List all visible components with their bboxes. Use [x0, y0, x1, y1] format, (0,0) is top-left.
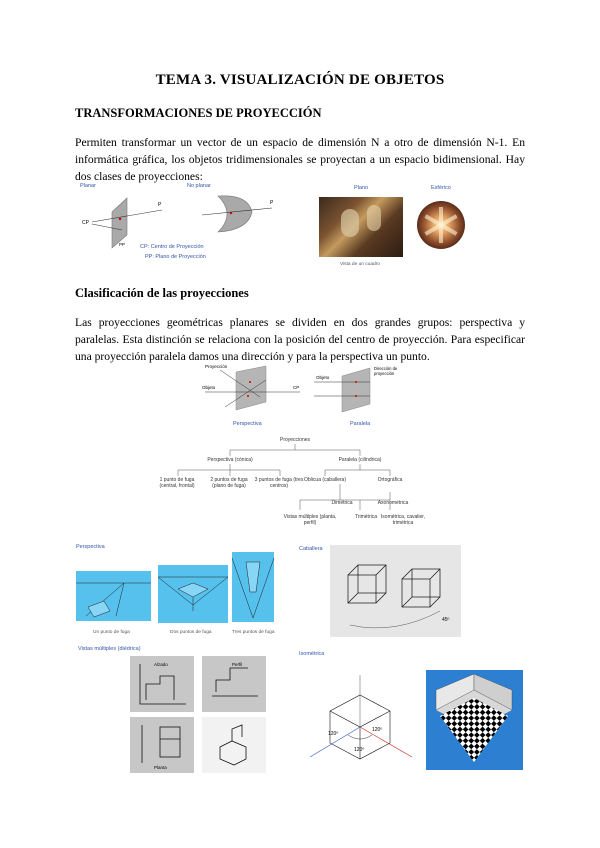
- tree-axonometric: Axonométrica: [377, 500, 409, 506]
- planar-diagram: [82, 190, 182, 250]
- parallel-diagram: [312, 362, 402, 417]
- tree-root: Proyecciones: [279, 437, 310, 443]
- cavalier-angle-label: 45º: [442, 617, 450, 623]
- iso-angle-c: 120º: [354, 747, 365, 753]
- svg-text:Objeto: Objeto: [316, 375, 330, 380]
- tree-oblique: Oblicua (caballera): [304, 477, 346, 483]
- tree-multiview: Vistas múltiples (planta, perfil): [283, 514, 337, 526]
- svg-text:PP: PP: [119, 242, 126, 247]
- tree-two-point: 2 puntos de fuga (plano de fuga): [210, 477, 248, 489]
- classification-paragraph: Las proyecciones geométricas planares se dividen en dos grandes grupos: perspectiva y paralelas. Esta distinción se relaciona con la posición del centro de proyección. Para especificar una proyección paralela damos una dirección y para la perspectiva un punto.: [75, 316, 525, 363]
- isometric-diagram: [300, 665, 420, 775]
- svg-text:CP: CP: [293, 385, 300, 390]
- tree-parallel: Paralela (cilíndrica): [338, 457, 382, 463]
- perspective-diagram: [200, 362, 310, 417]
- svg-text:Dirección de: Dirección de: [374, 366, 398, 371]
- document-title: TEMA 3. VISUALIZACIÓN DE OBJETOS: [155, 72, 445, 88]
- nonplanar-diagram: [200, 190, 280, 235]
- tree-trimetric: Trimétrica: [354, 514, 378, 520]
- legend-cp: CP: Centro de Proyección: [140, 244, 204, 250]
- three-point-caption: Tres puntos de fuga: [232, 630, 275, 635]
- section-heading-projections: TRANSFORMACIONES DE PROYECCIÓN: [75, 106, 322, 120]
- tree-dimetric: Dimétrica: [331, 500, 353, 506]
- tree-isometric-node: Isométrica, cavalier, trimétrica: [380, 514, 426, 526]
- three-point-image: [232, 552, 274, 622]
- two-point-caption: Dos puntos de fuga: [170, 630, 212, 635]
- svg-text:P: P: [158, 202, 162, 208]
- multiview-bottom-left: [130, 717, 194, 773]
- multiview-top-right: [202, 656, 266, 712]
- multiview-top-left: [130, 656, 194, 712]
- painting-image: [319, 197, 403, 257]
- perspective-caption: Perspectiva: [233, 421, 262, 427]
- section-heading-classification: Clasificación de las proyecciones: [75, 286, 249, 300]
- one-point-caption: Un punto de fuga: [93, 630, 130, 635]
- multiview-top-label: Alzado: [154, 662, 168, 667]
- cavalier-image: [330, 545, 461, 637]
- iso-angle-b: 120º: [328, 731, 339, 737]
- isometric-room-image: [426, 670, 523, 770]
- svg-text:CP: CP: [82, 220, 89, 226]
- nonplanar-label: No planar: [187, 183, 211, 189]
- flat-label: Plano: [354, 185, 369, 191]
- perspective-panel-label: Perspectiva: [76, 544, 105, 550]
- parallel-caption: Paralela: [350, 421, 371, 427]
- two-point-image: [158, 565, 228, 623]
- multiview-bottom-right: [202, 717, 266, 773]
- intro-paragraph: Permiten transformar un vector de un espacio de dimensión N a otro de dimensión N-1. En informática gráfica, los objetos tridimensionales se proyectan a un espacio bidimensional. Hay dos clases de proyecciones:: [75, 136, 525, 183]
- tree-one-point: 1 punto de fuga (central, frontal): [159, 477, 195, 489]
- svg-text:Proyección: Proyección: [205, 364, 228, 369]
- iso-angle-a: 120º: [372, 727, 383, 733]
- multiview-side-label: Perfil: [232, 662, 243, 667]
- painting-caption: Vista de un cuadro: [340, 262, 380, 267]
- cavalier-label: Caballera: [299, 546, 323, 552]
- multiview-plan-label: Planta: [154, 765, 167, 770]
- fisheye-image: [417, 201, 465, 249]
- multiview-label: Vistas múltiples (diédrica): [78, 646, 141, 652]
- legend-pp: PP: Plano de Proyección: [145, 254, 206, 260]
- tree-three-point: 3 puntos de fuga (tres centros): [254, 477, 304, 489]
- isometric-label: Isométrica: [299, 651, 325, 657]
- tree-perspective: Perspectiva (cónica): [207, 457, 253, 463]
- svg-text:Objeto: Objeto: [202, 385, 216, 390]
- tree-orthographic: Ortográfica: [377, 477, 403, 483]
- svg-text:proyección: proyección: [374, 371, 395, 376]
- svg-text:P: P: [270, 200, 274, 206]
- fisheye-label: Esférico: [431, 185, 451, 191]
- one-point-image: [76, 571, 151, 621]
- planar-label: Planar: [80, 183, 96, 189]
